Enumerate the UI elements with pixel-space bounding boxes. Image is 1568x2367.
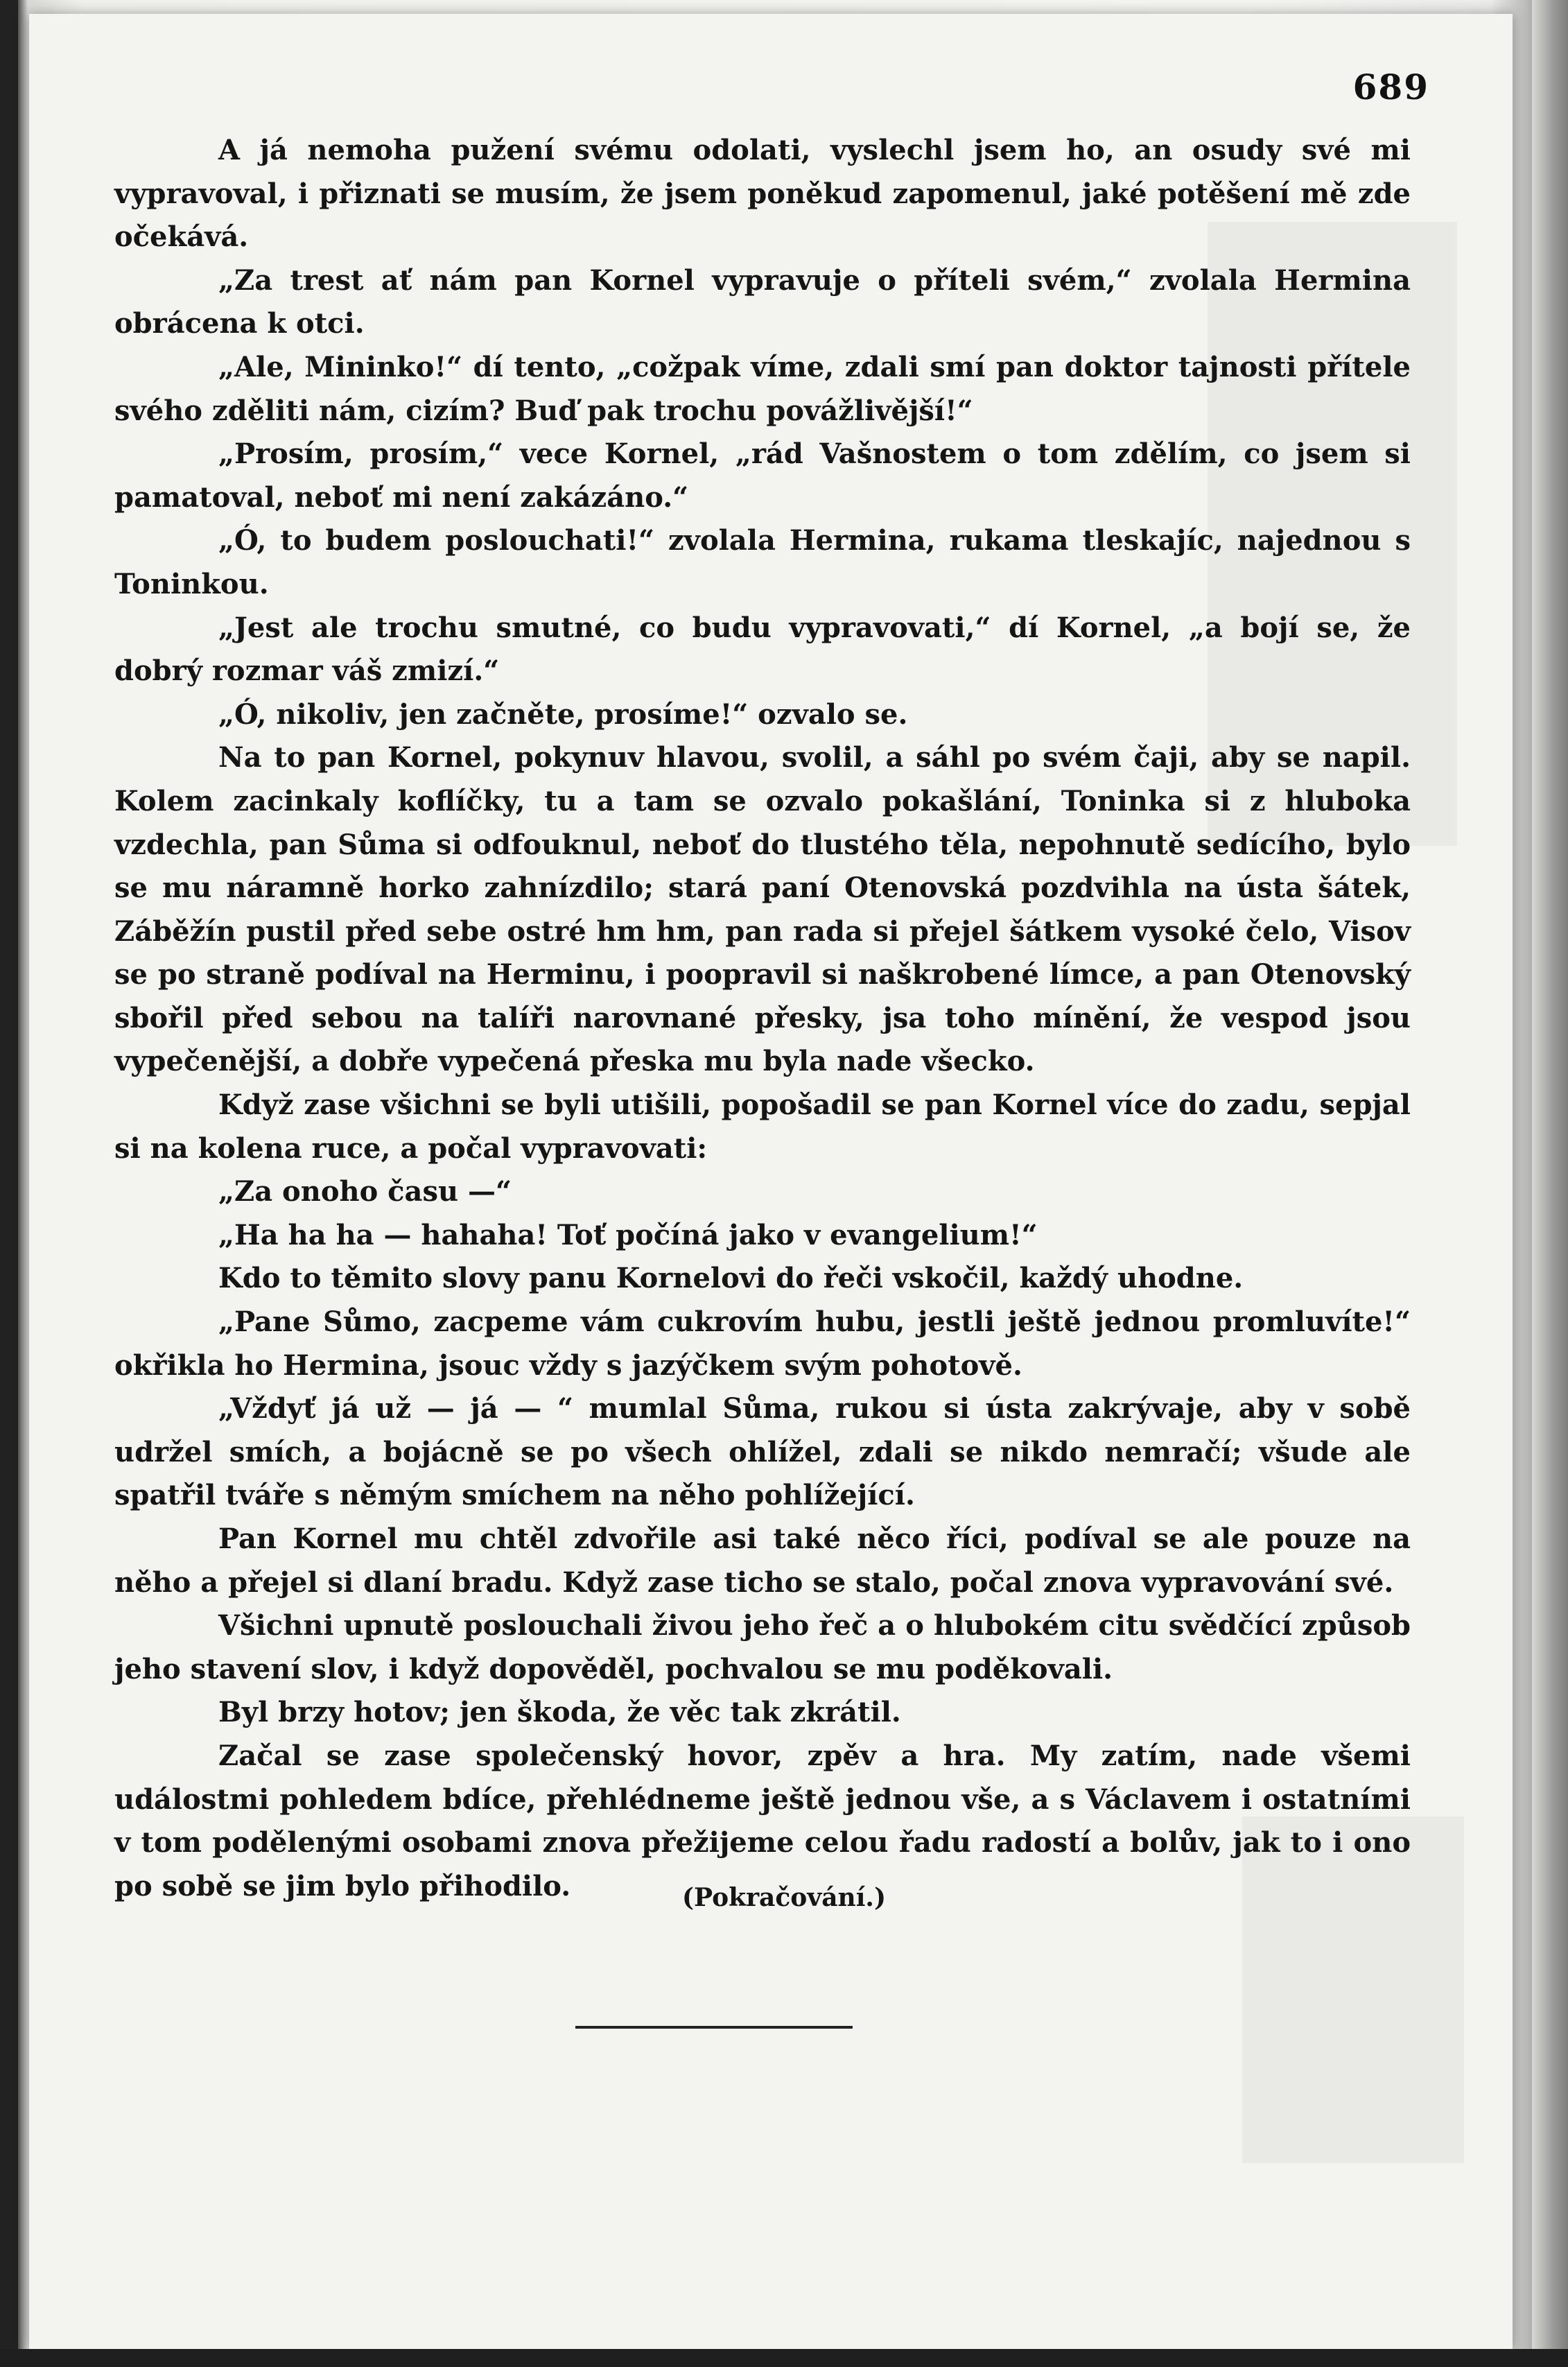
paragraph: Všichni upnutě poslouchali živou jeho řeč a o hlubokém citu svědčící způsob jeho stavení slov, i když dopověděl, pochvalou se mu poděkovali. [114,1609,1411,1685]
page-edge-right [1532,0,1568,2367]
paragraph: „Ha ha ha — hahaha! Toť počíná jako v evangelium!“ [218,1218,1038,1251]
separator-rule [575,2026,853,2029]
paragraph: „Prosím, prosím,“ vece Kornel, „rád Vašnostem o tom zdělím, co jsem si pamatoval, neboť mi není zakázáno.“ [114,437,1411,514]
continuation-note: (Pokračování.) [682,1883,886,1912]
paragraph: „Za trest ať nám pan Kornel vypravuje o příteli svém,“ zvolala Hermina obrácena k otci. [114,263,1411,340]
article-text [114,129,1411,1908]
paragraph: „Jest ale trochu smutné, co budu vypravovati,“ dí Kornel, „a bojí se, že dobrý rozmar váš zmizí.“ [114,611,1411,688]
page-number: 689 [1352,67,1429,107]
paragraph: „Za onoho času —“ [218,1175,512,1208]
paragraph: „Ale, Mininko!“ dí tento, „cožpak víme, zdali smí pan doktor tajnosti přítele svého zděliti nám, cizím? Buď pak trochu povážlivější!“ [114,350,1411,427]
paragraph: Když zase všichni se byli utišili, popošadil se pan Kornel více do zadu, sepjal si na kolena ruce, a počal vypravovati: [114,1089,1411,1165]
paragraph: Začal se zase společenský hovor, zpěv a hra. My zatím, nade všemi událostmi pohledem bdíce, přehlédneme ještě jednou vše, a s Václavem i ostatními v tom podělenými osobami znova přežijeme celou řadu radostí a bolův, jak to i ono po sobě se jim bylo přihodilo. [114,1739,1411,1902]
paragraph: Byl brzy hotov; jen škoda, že věc tak zkrátil. [218,1696,901,1729]
paragraph: „Pane Sůmo, zacpeme vám cukrovím hubu, jestli ještě jednou promluvíte!“ okřikla ho Hermina, jsouc vždy s jazýčkem svým pohotově. [114,1306,1411,1382]
page-edge-bottom [0,2349,1568,2367]
paragraph: „Ó, to budem poslouchati!“ zvolala Hermina, rukama tleskajíc, najednou s Toninkou. [114,524,1411,600]
paragraph: Na to pan Kornel, pokynuv hlavou, svolil, a sáhl po svém čaji, aby se napil. Kolem zacinkaly koflíčky, tu a tam se ozvalo pokašlání, Toninka si z hluboka vzdechla, pan Sůma si odfouknul, neboť do tlustého těla, nepohnutě sedícího, bylo se mu náramně horko zahnízdilo; stará paní Otenovská pozdvihla na ústa šátek, Záběžín pustil před sebe ostré hm hm, pan rada si přejel šátkem vysoké čelo, Visov se po straně podíval na Herminu, i poopravil si naškrobené límce, a pan Otenovský sbořil před sebou na talíři narovnané přesky, jsa toho mínění, že vespod jsou vypečenější, a dobře vypečená přeska mu byla nade všecko. [114,741,1411,1078]
paragraph: Kdo to těmito slovy panu Kornelovi do řeči vskočil, každý uhodne. [218,1262,1244,1295]
paragraph: Pan Kornel mu chtěl zdvořile asi také něco říci, podíval se ale pouze na něho a přejel si dlaní bradu. Když zase ticho se stalo, počal znova vypravování své. [114,1523,1411,1599]
paragraph: A já nemoha pužení svému odolati, vyslechl jsem ho, an osudy své mi vypravoval, i přiznati se musím, že jsem poněkud zapomenul, jaké potěšení mě zde očekává. [114,134,1411,254]
binding-shadow-left [0,0,18,2367]
paragraph: „Ó, nikoliv, jen začněte, prosíme!“ ozvalo se. [218,697,908,731]
paragraph: „Vždyť já už — já — “ mumlal Sůma, rukou si ústa zakrývaje, aby v sobě udržel smích, a bojácně se po všech ohlížel, zdali se nikdo nemračí; všude ale spatřil tváře s němým smíchem na něho pohlížející. [114,1392,1411,1512]
